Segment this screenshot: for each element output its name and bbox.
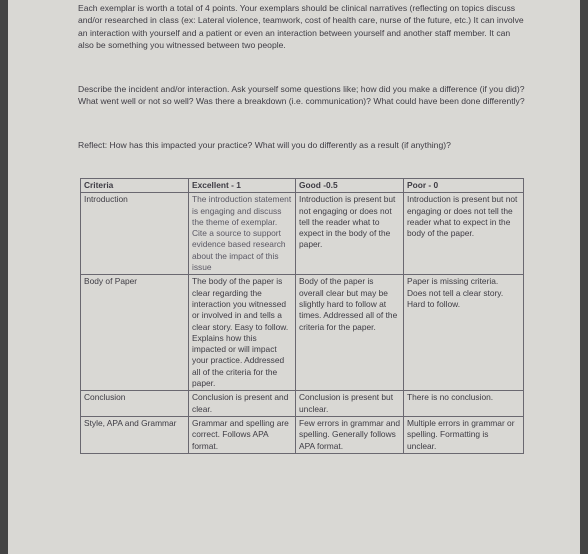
reflect-paragraph: Reflect: How has this impacted your practice? What will you do differently as a result (if anything)? <box>78 140 451 150</box>
header-poor: Poor - 0 <box>404 179 524 193</box>
criteria-cell: Body of Paper <box>81 275 189 391</box>
poor-cell: There is no conclusion. <box>404 391 524 417</box>
criteria-cell: Conclusion <box>81 391 189 417</box>
table-row <box>81 416 524 453</box>
poor-cell: Introduction is present but not engaging or does not tell the reader what to expect in the body of the paper. <box>404 193 524 275</box>
good-cell: Few errors in grammar and spelling. Generally follows APA format. <box>296 416 404 453</box>
excellent-cell: The body of the paper is clear regarding the interaction you witnessed or involved in and tells a clear story. Easy to follow. Explains how this impacted or will impact your practice. Addressed all of the criteria for the paper. <box>189 275 296 391</box>
poor-cell: Paper is missing criteria. Does not tell a clear story. Hard to follow. <box>404 275 524 391</box>
excellent-cell: Grammar and spelling are correct. Follows APA format. <box>189 416 296 453</box>
intro-paragraph: Each exemplar is worth a total of 4 points. Your exemplars should be clinical narratives (reflecting on topics discuss and/or researched in class (ex: Lateral violence, teamwork, cost of health care, nurse of the future, etc.) It can involve an interaction with yourself and a patient or even an interaction between yourself and another staff member. It can also be something you witnessed between two people. <box>78 3 524 51</box>
good-cell: Introduction is present but not engaging or does not tell the reader what to expect in the body of the paper. <box>296 193 404 275</box>
rubric-header-row <box>81 179 524 193</box>
describe-paragraph: Describe the incident and/or interaction. Ask yourself some questions like; how did you make a difference (if you did)? What went well or not so well? Was there a breakdown (i.e. communication)? What could have been done differently? <box>78 84 525 107</box>
excellent-cell: The introduction statement is engaging and discuss the theme of exemplar. Cite a source to support evidence based research about the impact of this issue <box>189 193 296 275</box>
table-row <box>81 391 524 417</box>
table-row <box>81 275 524 391</box>
header-good: Good -0.5 <box>296 179 404 193</box>
header-excellent: Excellent - 1 <box>189 179 296 193</box>
good-cell: Body of the paper is overall clear but may be slightly hard to follow at times. Addressed all of the criteria for the paper. <box>296 275 404 391</box>
good-cell: Conclusion is present but unclear. <box>296 391 404 417</box>
criteria-cell: Introduction <box>81 193 189 275</box>
document-page <box>8 0 580 554</box>
excellent-cell: Conclusion is present and clear. <box>189 391 296 417</box>
header-criteria: Criteria <box>81 179 189 193</box>
rubric-table <box>80 178 524 454</box>
criteria-cell: Style, APA and Grammar <box>81 416 189 453</box>
table-row <box>81 193 524 275</box>
poor-cell: Multiple errors in grammar or spelling. Formatting is unclear. <box>404 416 524 453</box>
